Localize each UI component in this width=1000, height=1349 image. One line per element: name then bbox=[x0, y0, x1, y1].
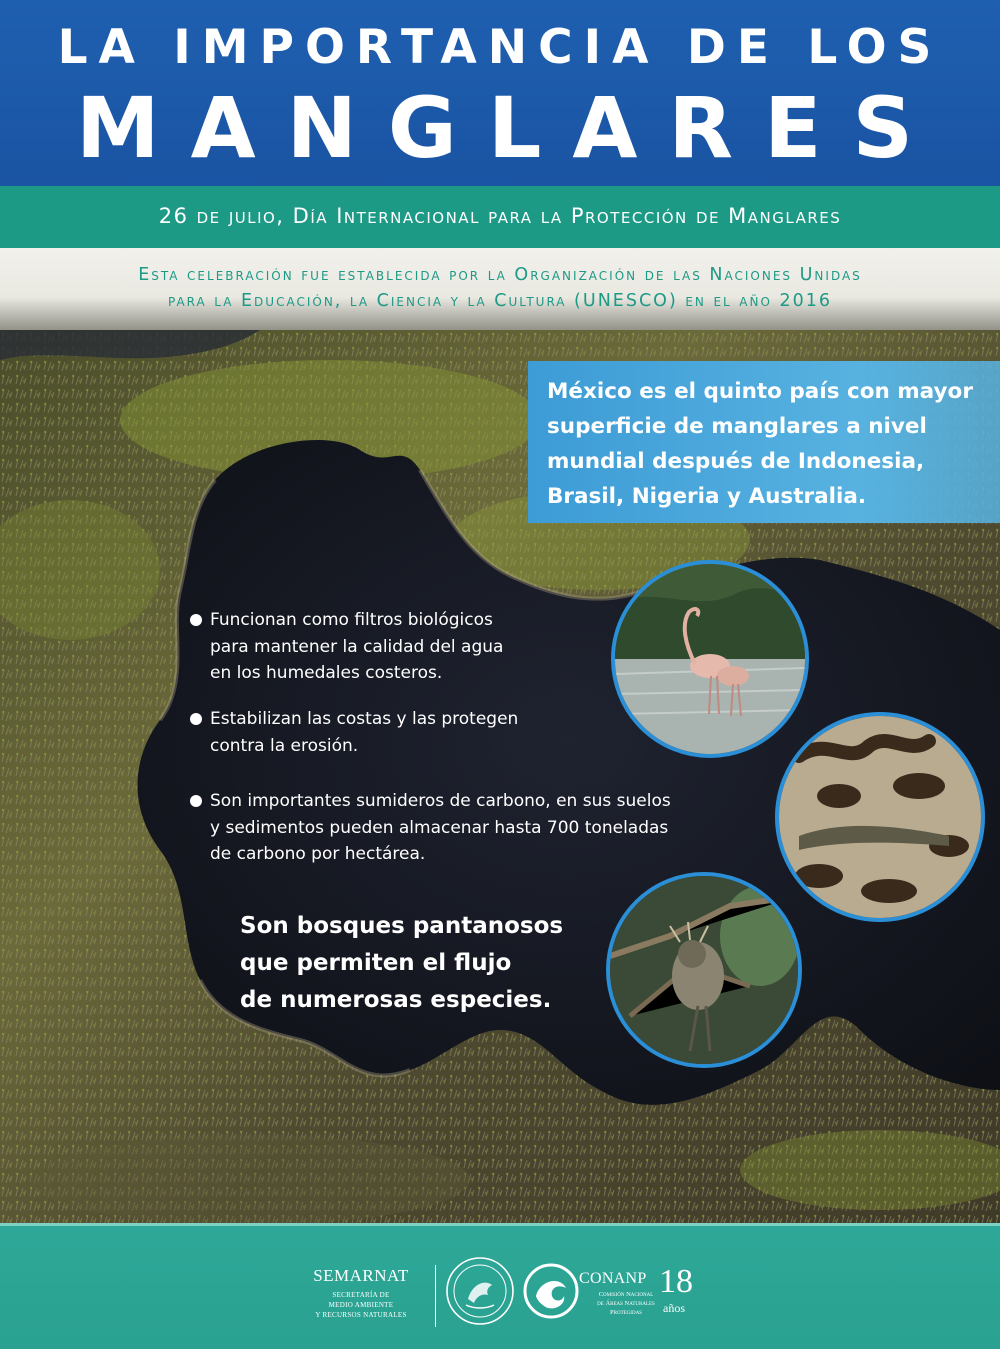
bullet-dot-icon bbox=[190, 614, 202, 626]
unesco-note-line-1: Esta celebración fue establecida por la Organización de las Naciones Unidas bbox=[138, 265, 862, 285]
semarnat-logo-text: SEMARNAT bbox=[313, 1266, 409, 1285]
closing-line: de numerosas especies. bbox=[240, 987, 552, 1013]
bullet-line: Son importantes sumideros de carbono, en sus suelos bbox=[210, 791, 671, 811]
bullet-item bbox=[190, 706, 518, 759]
conanp-logo-text: CONANP bbox=[579, 1270, 647, 1287]
bullet-item bbox=[190, 788, 671, 868]
footer-top-rule bbox=[0, 1223, 1000, 1226]
semarnat-subtitle bbox=[296, 1290, 426, 1320]
bullet-line: y sedimentos pueden almacenar hasta 700 toneladas bbox=[210, 817, 669, 838]
bullet-line: en los humedales costeros. bbox=[210, 663, 443, 683]
title-line-1: LA IMPORTANCIA DE LOS bbox=[57, 20, 943, 75]
info-line: superficie de manglares a nivel bbox=[547, 414, 927, 439]
semarnat-subtitle-line: Y RECURSOS NATURALES bbox=[315, 1311, 407, 1319]
conanp-subtitle bbox=[582, 1290, 670, 1317]
anniversary-number: 18 bbox=[659, 1263, 693, 1300]
mexico-seal-icon bbox=[444, 1255, 516, 1327]
bullet-line: Funcionan como filtros biológicos bbox=[210, 610, 493, 630]
closing-line: Son bosques pantanosos bbox=[240, 913, 564, 939]
bullet-line: Estabilizan las costas y las protegen bbox=[210, 709, 519, 729]
bullet-line: para mantener la calidad del agua bbox=[210, 636, 504, 657]
crocodile-illustration bbox=[779, 716, 981, 918]
info-line: México es el quinto país con mayor bbox=[547, 379, 973, 404]
info-line: Brasil, Nigeria y Australia. bbox=[547, 484, 867, 509]
crocodile-photo bbox=[775, 712, 985, 922]
closing-statement bbox=[240, 908, 660, 1019]
conanp-logo-icon bbox=[522, 1262, 580, 1320]
conanp-subtitle-line: de Áreas Naturales bbox=[597, 1300, 655, 1307]
semarnat-subtitle-line: SECRETARÍA DE bbox=[332, 1291, 390, 1299]
date-heading bbox=[0, 200, 1000, 232]
bullet-line: de carbono por hectárea. bbox=[210, 844, 426, 864]
unesco-note-line-2: para la Educación, la Ciencia y la Cultura (UNESCO) en el año 2016 bbox=[167, 291, 833, 311]
semarnat-subtitle-line: MEDIO AMBIENTE bbox=[328, 1301, 394, 1309]
bird-illustration bbox=[610, 876, 798, 1064]
conanp-subtitle-line: Comisión Nacional bbox=[598, 1291, 654, 1298]
unesco-note bbox=[20, 262, 980, 314]
closing-line: que permiten el flujo bbox=[240, 950, 512, 976]
bird-photo bbox=[606, 872, 802, 1068]
bullet-line: contra la erosión. bbox=[210, 735, 359, 756]
info-box-text bbox=[547, 374, 987, 514]
date-heading-text: 26 de julio, Día Internacional para la Protección de Manglares bbox=[158, 204, 842, 228]
title-line-2: MANGLARES bbox=[76, 79, 944, 177]
bullet-dot-icon bbox=[190, 713, 202, 725]
info-line: mundial después de Indonesia, bbox=[547, 449, 925, 474]
bullet-item bbox=[190, 607, 503, 687]
flamingo-illustration bbox=[615, 564, 805, 754]
footer-divider bbox=[435, 1265, 436, 1327]
flamingo-photo bbox=[611, 560, 809, 758]
anniversary-word: años bbox=[663, 1301, 685, 1315]
bullet-dot-icon bbox=[190, 795, 202, 807]
conanp-subtitle-line: Protegidas bbox=[610, 1309, 642, 1316]
